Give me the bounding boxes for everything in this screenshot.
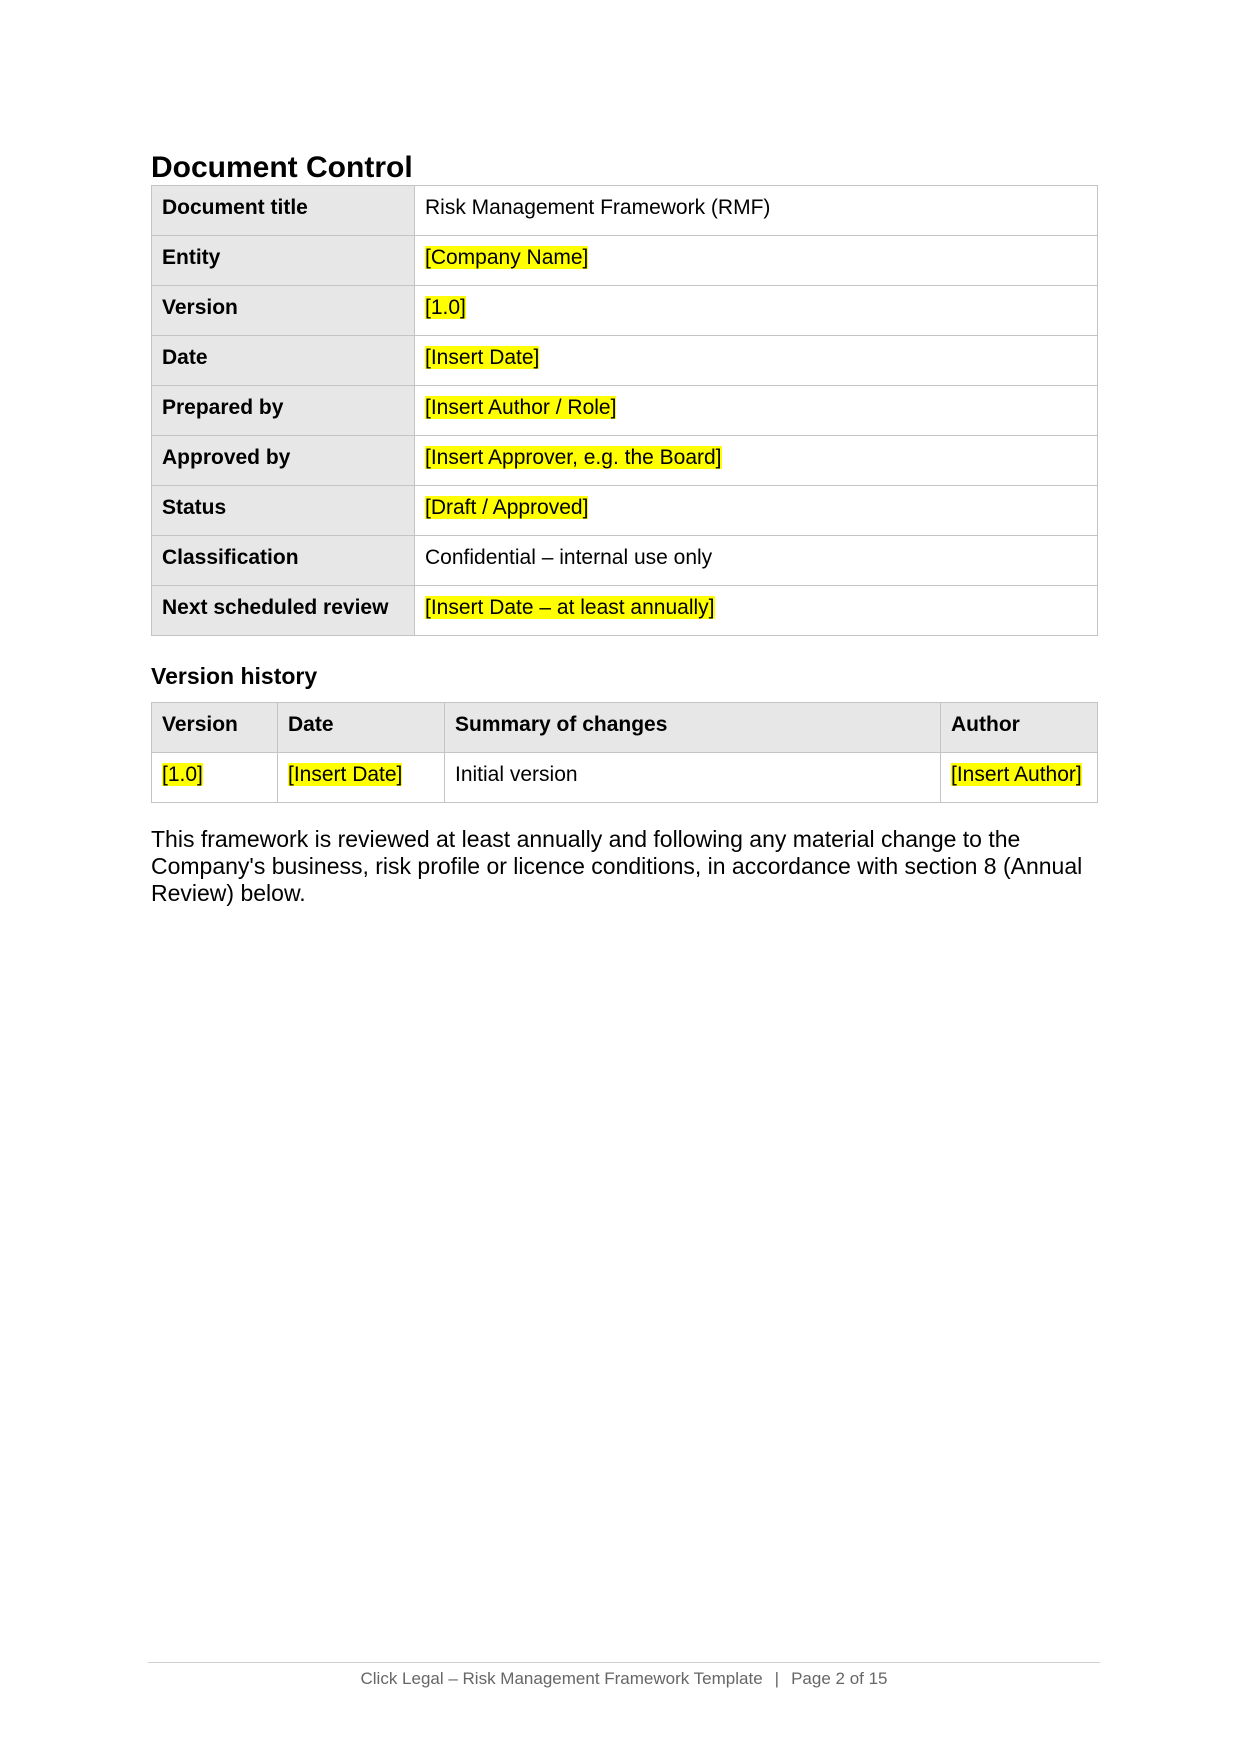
footer-separator: | bbox=[774, 1669, 780, 1688]
version-history-heading: Version history bbox=[151, 663, 318, 689]
table-row bbox=[152, 536, 1098, 586]
field-value-date bbox=[415, 336, 1098, 386]
placeholder-highlight: [Insert Author / Role] bbox=[425, 396, 617, 419]
placeholder-highlight: [1.0] bbox=[162, 763, 203, 786]
column-header-date: Date bbox=[278, 703, 445, 753]
field-value-status bbox=[415, 486, 1098, 536]
placeholder-highlight: [Insert Approver, e.g. the Board] bbox=[425, 446, 722, 469]
cell-date bbox=[278, 753, 445, 803]
table-row bbox=[152, 386, 1098, 436]
page-footer bbox=[148, 1668, 1100, 1690]
version-history-table bbox=[151, 702, 1098, 803]
placeholder-highlight: [Insert Date] bbox=[288, 763, 403, 786]
table-row bbox=[152, 336, 1098, 386]
cell-author bbox=[941, 753, 1098, 803]
field-label-approved-by: Approved by bbox=[152, 436, 415, 486]
placeholder-highlight: [Insert Author] bbox=[951, 763, 1082, 786]
field-value-next-review bbox=[415, 586, 1098, 636]
field-label-status: Status bbox=[152, 486, 415, 536]
field-value-entity bbox=[415, 236, 1098, 286]
placeholder-highlight: [Company Name] bbox=[425, 246, 589, 269]
placeholder-highlight: [1.0] bbox=[425, 296, 466, 319]
field-label-classification: Classification bbox=[152, 536, 415, 586]
column-header-version: Version bbox=[152, 703, 278, 753]
field-value-prepared-by bbox=[415, 386, 1098, 436]
table-row bbox=[152, 186, 1098, 236]
table-header-row bbox=[152, 703, 1098, 753]
cell-version bbox=[152, 753, 278, 803]
field-label-next-review: Next scheduled review bbox=[152, 586, 415, 636]
document-control-table bbox=[151, 185, 1098, 636]
field-value-text: Confidential – internal use only bbox=[425, 546, 713, 569]
field-value-document-title bbox=[415, 186, 1098, 236]
footer-document-title: Click Legal – Risk Management Framework Template bbox=[360, 1669, 763, 1688]
cell-summary: Initial version bbox=[445, 753, 941, 803]
placeholder-highlight: [Insert Date] bbox=[425, 346, 540, 369]
field-label-entity: Entity bbox=[152, 236, 415, 286]
table-row bbox=[152, 286, 1098, 336]
footer-page-number: Page 2 of 15 bbox=[791, 1669, 888, 1688]
table-row bbox=[152, 586, 1098, 636]
page-title: Document Control bbox=[151, 151, 413, 184]
field-value-version bbox=[415, 286, 1098, 336]
column-header-summary: Summary of changes bbox=[445, 703, 941, 753]
field-value-approved-by bbox=[415, 436, 1098, 486]
field-value-text: Risk Management Framework (RMF) bbox=[425, 196, 771, 219]
field-label-version: Version bbox=[152, 286, 415, 336]
column-header-author: Author bbox=[941, 703, 1098, 753]
field-value-classification bbox=[415, 536, 1098, 586]
table-row bbox=[152, 236, 1098, 286]
table-row bbox=[152, 486, 1098, 536]
review-note: This framework is reviewed at least annually and following any material change to the Company's business, risk profile or licence conditions, in accordance with section 8 (Annual Review) below. bbox=[151, 826, 1083, 906]
field-label-date: Date bbox=[152, 336, 415, 386]
table-row bbox=[152, 753, 1098, 803]
placeholder-highlight: [Insert Date – at least annually] bbox=[425, 596, 715, 619]
placeholder-highlight: [Draft / Approved] bbox=[425, 496, 589, 519]
field-label-prepared-by: Prepared by bbox=[152, 386, 415, 436]
field-label-document-title: Document title bbox=[152, 186, 415, 236]
footer-divider bbox=[148, 1662, 1100, 1663]
table-row bbox=[152, 436, 1098, 486]
